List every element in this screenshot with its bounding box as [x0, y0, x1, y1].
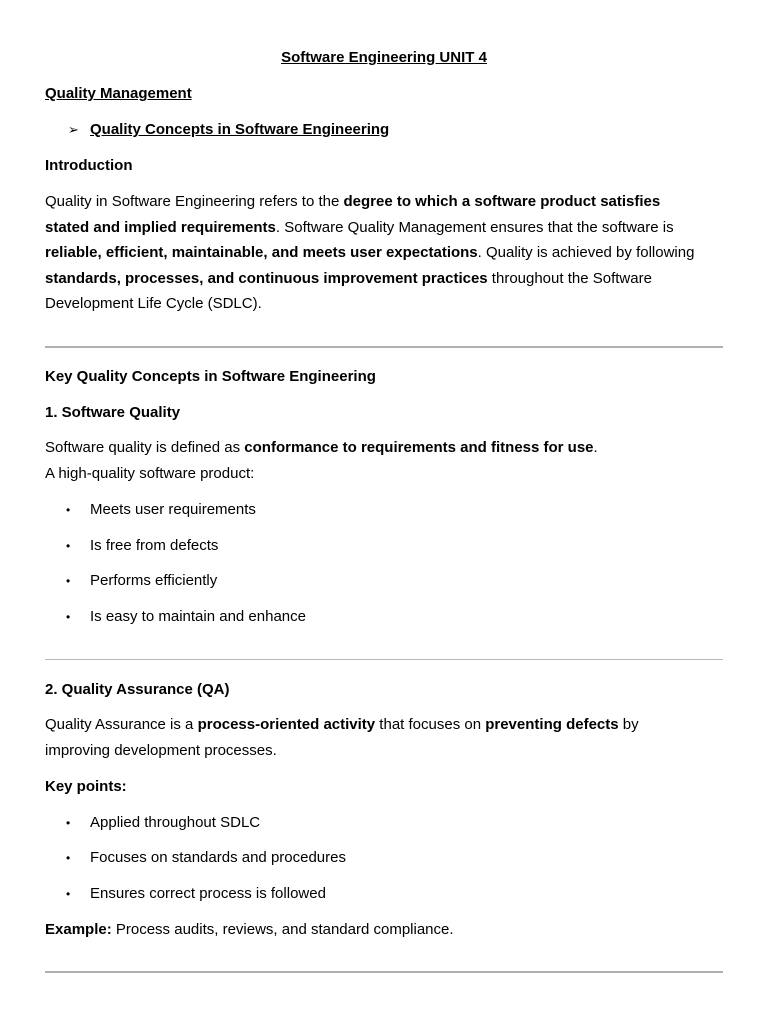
horizontal-rule	[45, 346, 723, 348]
intro-heading: Introduction	[45, 157, 133, 174]
quality-assurance-paragraph: Quality Assurance is a process-oriented activity that focuses on preventing defects by improving development processes.	[45, 716, 639, 759]
bullet-icon: •	[66, 887, 71, 901]
bullet-icon: •	[66, 574, 71, 588]
subsection-heading: Quality Concepts in Software Engineering	[90, 121, 390, 138]
list-item: Is free from defects	[90, 537, 219, 554]
intro-paragraph: Quality in Software Engineering refers to the degree to which a software product satisfies stated and implied requirements. Software Quality Management ensures that the software is reliable, efficient, maintainable, and meets user expectations. Quality is achieved by following standards, processes, and continuous improvement practices throughout the Software Development Life Cycle (SDLC).	[45, 193, 695, 312]
bullet-icon: •	[66, 816, 71, 830]
list-item: Is easy to maintain and enhance	[90, 608, 306, 625]
quality-assurance-heading: 2. Quality Assurance (QA)	[45, 681, 230, 698]
page-title: Software Engineering UNIT 4	[281, 49, 487, 66]
software-quality-heading: 1. Software Quality	[45, 404, 181, 421]
horizontal-rule	[45, 659, 723, 660]
key-points-heading: Key points:	[45, 778, 127, 795]
key-concepts-heading: Key Quality Concepts in Software Engineering	[45, 368, 376, 385]
bullet-icon: •	[66, 539, 71, 553]
example-line: Example: Process audits, reviews, and standard compliance.	[45, 921, 454, 938]
list-item: Ensures correct process is followed	[90, 885, 326, 902]
list-item: Meets user requirements	[90, 501, 256, 518]
bullet-icon: •	[66, 851, 71, 865]
list-item: Focuses on standards and procedures	[90, 849, 346, 866]
list-item: Applied throughout SDLC	[90, 814, 261, 831]
bullet-icon: •	[66, 610, 71, 624]
bullet-icon: •	[66, 503, 71, 517]
software-quality-paragraph: Software quality is defined as conformance to requirements and fitness for use. A high-quality software product:	[45, 439, 598, 482]
list-item: Performs efficiently	[90, 572, 218, 589]
horizontal-rule	[45, 971, 723, 973]
arrow-bullet-icon: ➢	[68, 122, 79, 137]
section-heading: Quality Management	[45, 85, 192, 102]
